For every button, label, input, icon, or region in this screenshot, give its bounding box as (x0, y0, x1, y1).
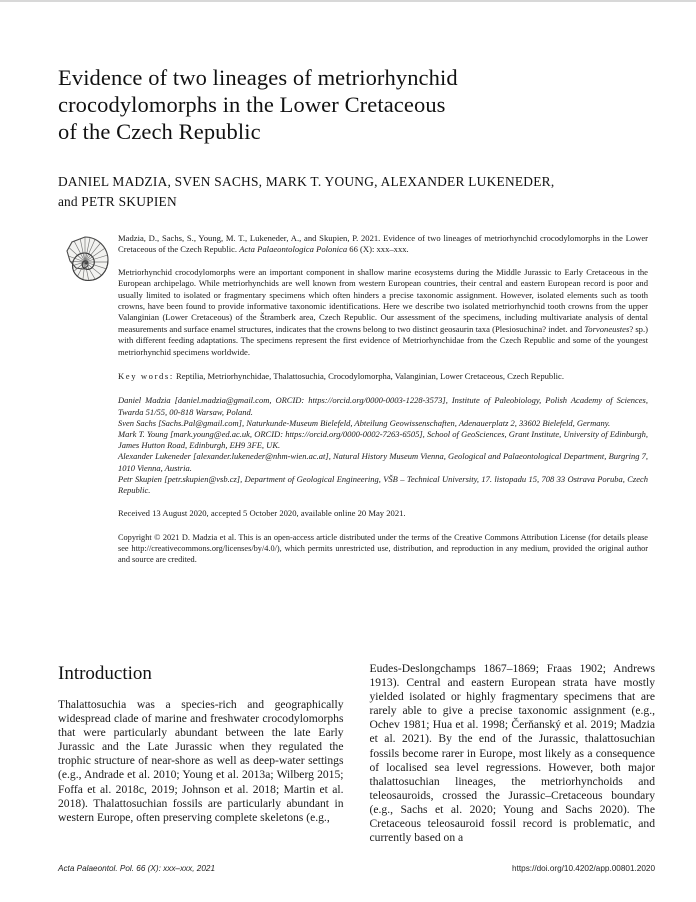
author-line-2 (58, 192, 648, 212)
affiliation-item: Alexander Lukeneder [alexander.lukeneder@nhm-wien.ac.at], Natural History Museum Vienna, Geological and Palaeontological Department, Burgring 7, 1010 Vienna, Austria. (118, 451, 648, 473)
introduction-paragraph-left: Thalattosuchia was a species-rich and geographically widespread clade of marine and freshwater crocodylomorphs that were particularly abundant between the late Early Jurassic and the Late Jurassic when they regulated the trophic structure of near-shore as well as deep-water settings (e.g., Andrade et al. 2010; Young et al. 2013a; Wilberg 2015; Foffa et al. 2018c, 2019; Johnson et al. 2018; Martin et al. 2018). Thalattosuchian fossils are particularly abundant in western Europe, often preserving complete skeletons (e.g., (58, 698, 344, 824)
title-line-1: Evidence of two lineages of metriorhynchid (58, 65, 458, 90)
citation-journal: Acta Palaeontologica Polonica (239, 244, 348, 255)
abstract-text (118, 267, 648, 358)
citation-text (118, 233, 648, 256)
citation-suffix: 66 (X): xxx–xxx. (347, 244, 409, 255)
title-line-3: of the Czech Republic (58, 119, 261, 144)
abstract-part-1: Metriorhynchid crocodylomorphs were an important component in shallow marine ecosystems during the Middle Jurassic to Early Cretaceous in the European archipelago. While metriorhynchids are well known from western European countries, their central and eastern European record is poor and usually limited to isolated or fragmentary specimens which often hinders a precise taxonomic assignment. However, isolated elements such as tooth crowns, have been found to provide informative taxonomic identifications. Here we describe two isolated metriorhynchid tooth crowns from the upper Valanginian (Lower Cretaceous) of the Štramberk area, Czech Republic. Our assessment of the specimens, including multivariate analysis of dental measurements and surface enamel structures, indicates that the crowns belong to two distinct geosaurin taxa (Plesiosuchina? indet. and (118, 266, 648, 334)
keywords-line (118, 371, 648, 382)
author-conjunction: and (58, 193, 78, 209)
introduction-paragraph-right: Eudes-Deslongchamps 1867–1869; Fraas 1902; Andrews 1913). Central and eastern European strata have mostly yielded isolated or highly fragmentary specimens that are rarely able to give a precise taxonomic assignment (e.g., Ochev 1981; Hua et al. 1998; Čerňanský et al. 2019; Madzia et al. 2021). By the end of the Jurassic, thalattosuchian fossils become rarer in Europe, most likely as a consequence of localised sea level regressions. However, both major thalattosuchian lineages, the metriorhynchoids and teleosauroids, crossed the Jurassic–Cretaceous boundary (e.g., Sachs et al. 2020; Young and Sachs 2020). The Cretaceous teleosauroid fossil record is problematic, and currently based on a (369, 662, 655, 845)
keywords-label: Key words: (118, 371, 174, 382)
received-dates: Received 13 August 2020, accepted 5 October 2020, available online 20 May 2021. (118, 508, 406, 519)
abstract-genus-name: Torvoneustes (584, 323, 630, 334)
ammonite-fossil-icon (58, 235, 112, 289)
affiliation-item: Mark T. Young [mark.young@ed.ac.uk, ORCID: https://orcid.org/0000-0002-7263-6505], School of GeoSciences, Grant Institute, University of Edinburgh, James Hutton Road, Edinburgh, EH9 3FE, UK. (118, 429, 648, 451)
author-line-2-names: PETR SKUPIEN (81, 193, 177, 209)
citation-prefix: Madzia, D., Sachs, S., Young, M. T., Lukeneder, A., and Skupien, P. 2021. Evidence of two lineages of metriorhynchid crocodylomorphs in the Lower Cretaceous of the Czech Republic. (118, 233, 648, 255)
body-column-left (58, 662, 344, 845)
body-column-right (370, 662, 656, 845)
author-list (58, 172, 648, 211)
title-line-2: crocodylomorphs in the Lower Cretaceous (58, 92, 446, 117)
affiliation-item: Sven Sachs [Sachs.Pal@gmail.com], Naturkunde-Museum Bielefeld, Abteilung Geowissenschaften, Adenauerplatz 2, 33602 Bielefeld, Germany. (118, 417, 611, 428)
section-heading-introduction: Introduction (58, 663, 152, 684)
page-footer (58, 864, 655, 873)
keywords-value: Reptilia, Metriorhynchidae, Thalattosuchia, Crocodylomorpha, Valanginian, Lower Cretaceous, Czech Republic. (173, 371, 564, 382)
abstract-part-2: ? sp.) with different feeding adaptations. The specimens represent the first evidence of Metriorhynchidae from the Czech Republic and some of the youngest metriorhynchid specimens worldwide. (118, 323, 648, 357)
affiliation-item: Petr Skupien [petr.skupien@vsb.cz], Department of Geological Engineering, VŠB – Technical University, 17. listopadu 15, 708 33 Ostrava Poruba, Czech Republic. (118, 473, 648, 496)
affiliations-block (118, 395, 648, 496)
introduction-section (58, 662, 655, 845)
copyright-notice: Copyright © 2021 D. Madzia et al. This is an open-access article distributed under the terms of the Creative Commons Attribution License (for details please see http://creativecommons.org/licenses/by/4.0/), which permits unrestricted use, distribution, and reproduction in any medium, provided the original author and source are credited. (118, 532, 648, 564)
footer-journal-reference: Acta Palaeontol. Pol. 66 (X): xxx–xxx, 2021 (58, 864, 216, 873)
page-content (58, 2, 648, 565)
citation-block (58, 233, 648, 565)
page-title (58, 2, 648, 145)
author-line-1: DANIEL MADZIA, SVEN SACHS, MARK T. YOUNG, ALEXANDER LUKENEDER, (58, 174, 555, 189)
affiliation-item: Daniel Madzia [daniel.madzia@gmail.com, ORCID: https://orcid.org/0000-0003-1228-3573], Institute of Paleobiology, Polish Academy of Sciences, Twarda 51/55, 00-818 Warsaw, Poland. (118, 395, 648, 417)
footer-doi-link[interactable]: https://doi.org/10.4202/app.00801.2020 (512, 864, 655, 873)
